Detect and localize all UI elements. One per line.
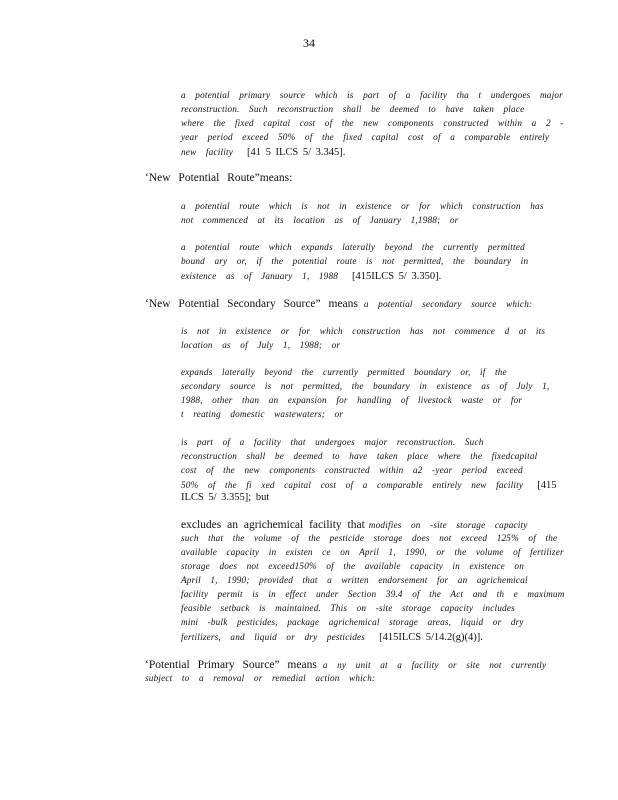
text-line <box>181 268 533 282</box>
definition-item <box>181 365 550 421</box>
page-number: 34 <box>303 36 315 50</box>
text-line: a potential route which expands laterally beyond the currently permitted <box>181 242 525 252</box>
text-line <box>181 517 533 531</box>
text-line: April 1, 1990; provided that a written endorsement for an agrichemical <box>181 575 528 585</box>
text-line: bound ary or, if the potential route is not permitted, the boundary in <box>181 256 529 266</box>
text-span: fertilizers, and liquid or dry pesticides <box>181 632 366 642</box>
citation: [415 <box>537 480 557 491</box>
term-heading: ‘New Potential Secondary Source” means <box>145 298 358 310</box>
text-span: 50% of the fi xed capital cost of a comparable entirely new facility <box>181 480 524 490</box>
term-heading: ‘New Potential Route”means: <box>145 172 293 184</box>
definition-term <box>145 657 545 685</box>
text-line: t reating domestic wastewaters; or <box>181 409 344 419</box>
text-line <box>145 296 545 310</box>
text-line: 1988, other than an expansion for handling of livestock waste or for <box>181 395 523 405</box>
text-line: secondary source is not permitted, the boundary in existence as of July 1, <box>181 381 550 391</box>
text-line <box>181 144 533 158</box>
definition-item <box>181 324 546 352</box>
text-line: reconstruction. Such reconstruction shall be deemed to have taken place <box>181 104 525 114</box>
text-line: is not in existence or for which construction has not commence d at its <box>181 326 546 336</box>
citation: [415ILCS 5/ 3.350]. <box>352 271 442 282</box>
text-line: cost of the new components constructed within a2 -year period exceed <box>181 465 523 475</box>
definition-item <box>181 240 533 282</box>
text-line: reconstruction shall be deemed to have taken place where the fixedcapital <box>181 451 538 461</box>
text-line: such that the volume of the pesticide storage does not exceed 125% of the <box>181 533 558 543</box>
text-span: modifies on -site storage capacity <box>368 520 528 530</box>
term-heading: ‘Potential Primary Source” means <box>145 659 317 671</box>
definition-term <box>145 296 545 310</box>
definition-continuation <box>181 88 564 158</box>
text-line: is part of a facility that undergoes major reconstruction. Such <box>181 437 484 447</box>
citation: ILCS 5/ 3.355]; but <box>181 492 270 503</box>
text-line: not commenced at its location as of January 1,1988; or <box>181 215 459 225</box>
text-span: new facility <box>181 147 234 157</box>
text-line: storage does not exceed150% of the available capacity in existence on <box>181 561 525 571</box>
text-line: available capacity in existen ce on April 1, 1990, or the volume of fertilizer <box>181 547 564 557</box>
text-span: existence as of January 1, 1988 <box>181 271 339 281</box>
definition-item <box>181 199 544 227</box>
text-line: location as of July 1, 1988; or <box>181 340 341 350</box>
text-line: mini -bulk pesticides, package agrichemical storage areas, liquid or dry <box>181 617 524 627</box>
text-line: a potential primary source which is part of a facility tha t undergoes major <box>181 90 563 100</box>
text-span: excludes an agrichemical facility that <box>181 519 365 531</box>
text-line: where the fixed capital cost of the new components constructed within a 2 - <box>181 118 564 128</box>
text-span: a potential secondary source which: <box>363 299 533 309</box>
definition-item <box>181 517 565 643</box>
text-line: subject to a removal or remedial action which: <box>145 673 376 683</box>
citation: [415ILCS 5/14.2(g)(4)]. <box>379 632 483 643</box>
text-line: a potential route which is not in existence or for which construction has <box>181 201 544 211</box>
text-line: expands laterally beyond the currently permitted boundary or, if the <box>181 367 507 377</box>
definition-term <box>145 171 545 185</box>
text-line <box>145 657 545 671</box>
text-line: year period exceed 50% of the fixed capital cost of a comparable entirely <box>181 132 550 142</box>
text-line: facility permit is in effect under Section 39.4 of the Act and th e maximum <box>181 589 565 599</box>
text-line <box>181 629 533 643</box>
text-span: a ny unit at a facility or site not currently <box>322 660 547 670</box>
text-line: feasible setback is maintained. This on -site storage capacity includes <box>181 603 515 613</box>
text-line <box>181 477 557 491</box>
definition-item <box>181 435 557 505</box>
citation: [41 5 ILCS 5/ 3.345]. <box>247 147 346 158</box>
